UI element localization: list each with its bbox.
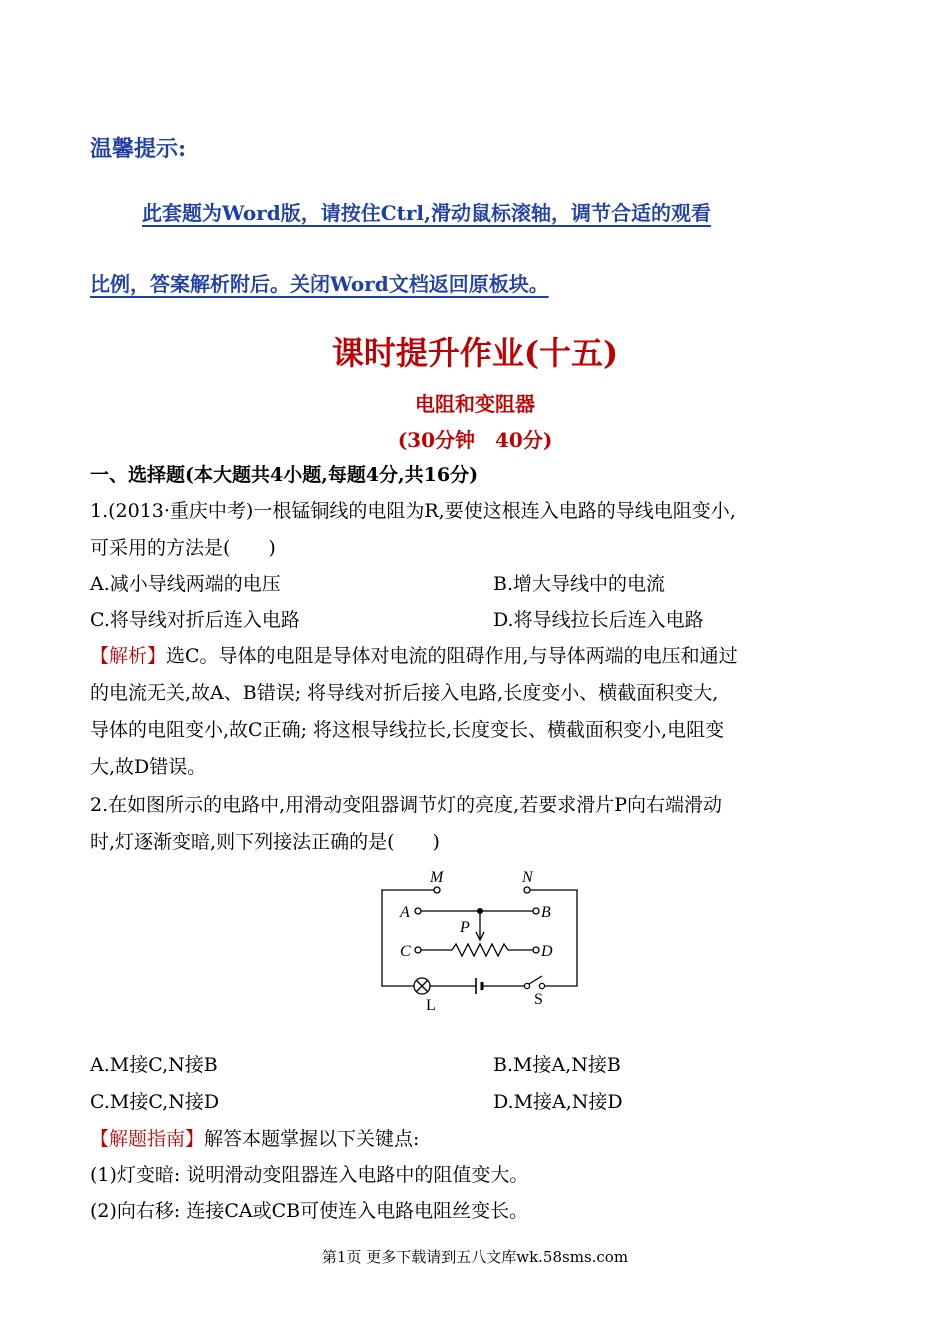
q2-option-b: B.M接A,N接B <box>493 1054 621 1076</box>
guide-text: 解答本题掌握以下关键点: <box>204 1128 420 1150</box>
q2-point-1: (1)灯变暗: 说明滑动变阻器连入电路中的阻值变大。 <box>90 1164 529 1186</box>
page-subtitle: 电阻和变阻器 <box>415 392 535 416</box>
label-n: N <box>522 869 533 886</box>
q1-option-d: D.将导线拉长后连入电路 <box>493 609 704 631</box>
tip-title: 温馨提示: <box>90 136 187 162</box>
label-p: P <box>460 919 470 936</box>
tip-text-line-1: 此套题为Word版，请按住Ctrl,滑动鼠标滚轴，调节合适的观看 <box>142 201 711 225</box>
q2-guide-line <box>90 1124 419 1151</box>
q2-point-2: (2)向右移: 连接CA或CB可使连入电路电阻丝变长。 <box>90 1200 529 1222</box>
label-lamp: L <box>426 997 436 1014</box>
time-score: (30分钟 40分) <box>397 428 553 452</box>
q1-option-c: C.将导线对折后连入电路 <box>90 609 300 631</box>
q1-answer-line-2: 的电流无关,故A、B错误; 将导线对折后接入电路,长度变小、横截面积变大, <box>90 682 719 704</box>
guide-label: 【解题指南】 <box>90 1128 205 1150</box>
circuit-diagram <box>372 866 582 1016</box>
label-b: B <box>541 904 551 921</box>
q1-stem-line-2: 可采用的方法是( ) <box>90 537 276 559</box>
section-heading: 一、选择题(本大题共4小题,每题4分,共16分) <box>90 464 479 486</box>
q1-option-a: A.减小导线两端的电压 <box>90 573 281 595</box>
answer-label: 【解析】 <box>90 645 167 667</box>
q1-answer-line-1 <box>90 641 738 668</box>
q2-option-c: C.M接C,N接D <box>90 1091 220 1113</box>
page-footer: 第1页 更多下载请到五八文库wk.58sms.com <box>321 1248 629 1266</box>
answer-text: 选C。导体的电阻是导体对电流的阻碍作用,与导体两端的电压和通过 <box>166 645 738 667</box>
label-m: M <box>430 869 444 886</box>
q2-option-a: A.M接C,N接B <box>90 1054 218 1076</box>
label-a: A <box>400 904 410 921</box>
label-switch: S <box>534 991 543 1008</box>
q1-answer-line-3: 导体的电阻变小,故C正确; 将这根导线拉长,长度变长、横截面积变小,电阻变 <box>90 719 725 741</box>
q1-stem-line-1: 1.(2013·重庆中考)一根锰铜线的电阻为R,要使这根连入电路的导线电阻变小, <box>90 500 736 522</box>
q2-stem-line-2: 时,灯逐渐变暗,则下列接法正确的是( ) <box>90 831 440 853</box>
q2-option-d: D.M接A,N接D <box>493 1091 623 1113</box>
label-d: D <box>541 943 553 960</box>
q2-stem-line-1: 2.在如图所示的电路中,用滑动变阻器调节灯的亮度,若要求滑片P向右端滑动 <box>90 794 722 816</box>
tip-text-line-2: 比例，答案解析附后。关闭Word文档返回原板块。 <box>90 272 549 296</box>
q1-option-b: B.增大导线中的电流 <box>493 573 666 595</box>
page-title: 课时提升作业(十五) <box>331 334 619 372</box>
label-c: C <box>400 943 411 960</box>
q1-answer-line-4: 大,故D错误。 <box>90 756 207 778</box>
